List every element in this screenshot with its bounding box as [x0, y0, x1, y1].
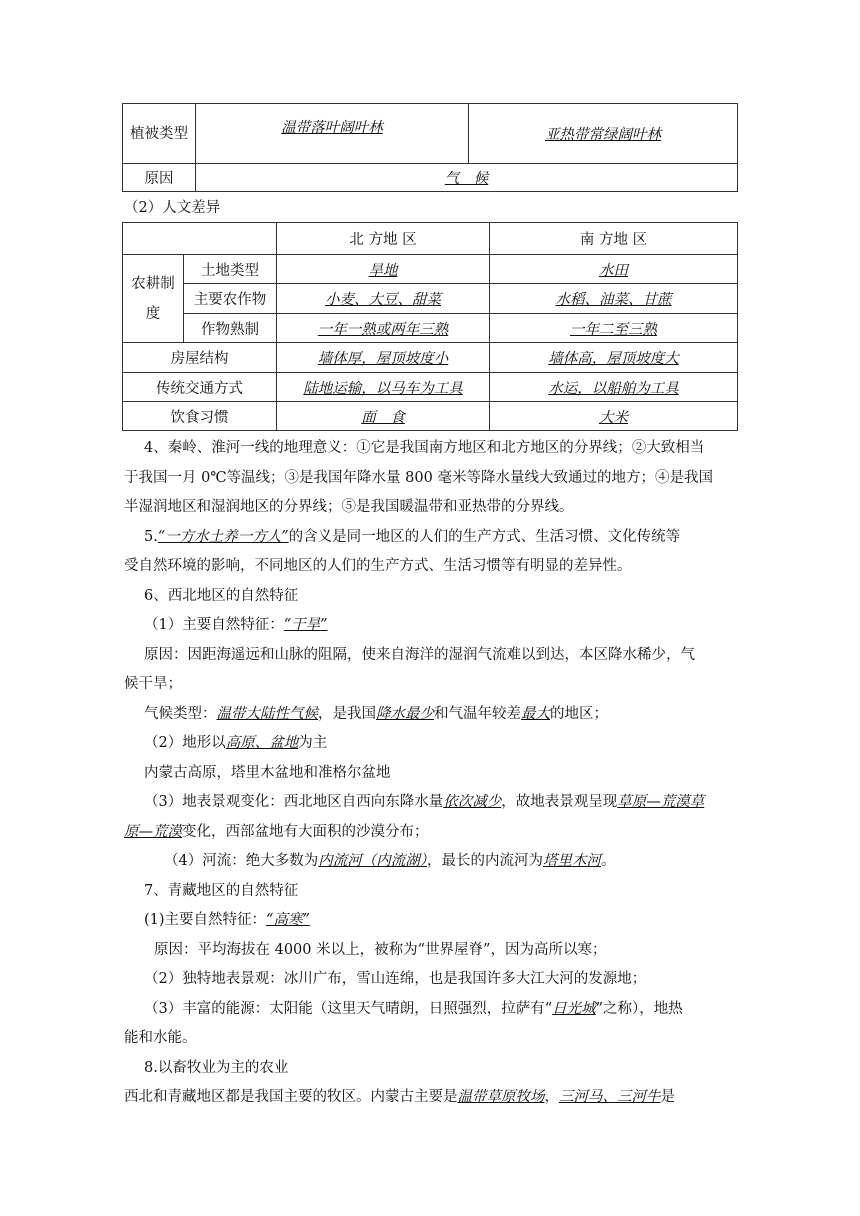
row-north-value: 墙体厚，屋顶坡度小 — [317, 351, 449, 367]
p8-line-1: 西北和青藏地区都是我国主要的牧区。内蒙古主要是温带草原牧场，三河马、三河牛是 — [124, 1089, 675, 1105]
p7-reason: 原因：平均海拔在 4000 米以上，被称为“世界屋脊”，因为高所以寒； — [154, 942, 607, 958]
p5-line-2: 受自然环境的影响，不同地区的人们的生产方式、生活习惯等有明显的差异性。 — [124, 558, 632, 574]
p6-s4: （4）河流：绝大多数为内流河（内流湖），最长的内流河为塔里木河。 — [164, 853, 616, 869]
p6-reason-1: 原因：因距海遥远和山脉的阻隔，使来自海洋的湿润气流难以到达，本区降水稀少，气 — [144, 647, 695, 663]
p4-line-1: 4、秦岭、淮河一线的地理意义：①它是我国南方地区和北方地区的分界线；②大致相当 — [144, 440, 705, 456]
cultural-difference-table — [122, 222, 738, 431]
row-label: 传统交通方式 — [123, 373, 277, 402]
p6-climate: 气候类型：温带大陆性气候，是我国降水最少和气温年较差最大的地区； — [144, 706, 608, 722]
row-south-value: 一年二至三熟 — [570, 321, 657, 338]
p7-s2: （2）独特地表景观：冰川广布，雪山连绵，也是我国许多大江大河的发源地； — [144, 971, 647, 987]
p7-s3-line-1: （3）丰富的能源：太阳能（这里天气晴朗，日照强烈，拉萨有“日光城”之称），地热 — [144, 1001, 683, 1017]
p4-line-2: 于我国一月 0℃等温线；③是我国年降水量 800 毫米等降水量线大致通过的地方；④是我国 — [124, 470, 713, 486]
cell-vegetation-south: 亚热带常绿阔叶林 — [545, 127, 661, 143]
row-south-value: 墙体高，屋顶坡度大 — [548, 351, 679, 367]
p6-title: 6、西北地区的自然特征 — [144, 588, 299, 604]
p6-s1: （1）主要自然特征：“干旱” — [144, 617, 328, 633]
p5-quote: “一方水土养一方人” — [157, 529, 289, 545]
row-north-value: 旱地 — [368, 262, 398, 279]
p6-s3-line-1: （3）地表景观变化：西北地区自西向东降水量依次减少，故地表景观呈现草原—荒漠草 — [144, 794, 705, 810]
row-south-value: 水田 — [599, 262, 628, 279]
cell-vegetation-header: 植被类型 — [123, 104, 196, 164]
row-north-value: 一年一熟或两年三熟 — [317, 321, 449, 338]
header-south: 南 方地 区 — [490, 223, 738, 255]
p4-line-3: 半湿润地区和湿润地区的分界线；⑤是我国暖温带和亚热带的分界线。 — [124, 499, 574, 515]
header-north: 北 方地 区 — [277, 223, 490, 255]
row-north-value: 小麦、大豆、甜菜 — [325, 292, 441, 308]
p6-s2: （2）地形以高原、盆地为主 — [144, 735, 328, 751]
p6-s2-detail: 内蒙古高原，塔里木盆地和准格尔盆地 — [144, 765, 391, 781]
row-label: 房屋结构 — [123, 343, 277, 373]
row-label: 饮食习惯 — [123, 402, 277, 431]
vegetation-table — [122, 103, 738, 192]
section-2-title: （2）人文差异 — [124, 200, 221, 216]
row-south-value: 水运，以船舶为工具 — [548, 380, 679, 397]
p5-line-1: 5.“一方水土养一方人”的含义是同一地区的人们的生产方式、生活习惯、文化传统等 — [144, 529, 681, 545]
p7-s1: (1)主要自然特征：“高寒” — [144, 912, 310, 928]
p6-reason-2: 候干旱； — [124, 676, 182, 692]
row-label: 土地类型 — [184, 255, 277, 284]
row-label: 主要农作物 — [184, 284, 277, 314]
p7-s3-line-2: 能和水能。 — [124, 1030, 197, 1046]
row-south-value: 大米 — [599, 409, 628, 426]
p7-title: 7、青藏地区的自然特征 — [144, 883, 299, 899]
cell-vegetation-north: 温带落叶阔叶林 — [281, 120, 383, 136]
cell-reason-value: 气 候 — [444, 171, 489, 187]
row-north-value: 面 食 — [361, 409, 405, 426]
row-south-value: 水稻、油菜、甘蔗 — [555, 292, 672, 308]
cell-reason-header: 原因 — [123, 164, 196, 192]
p8-title: 8.以畜牧业为主的农业 — [144, 1060, 289, 1076]
row-label: 作物熟制 — [184, 314, 277, 343]
farming-system-label: 农耕制度 — [123, 255, 184, 343]
row-north-value: 陆地运输，以马车为工具 — [303, 380, 463, 397]
p6-s3-line-2: 原—荒漠变化，西部盆地有大面积的沙漠分布； — [124, 824, 429, 840]
